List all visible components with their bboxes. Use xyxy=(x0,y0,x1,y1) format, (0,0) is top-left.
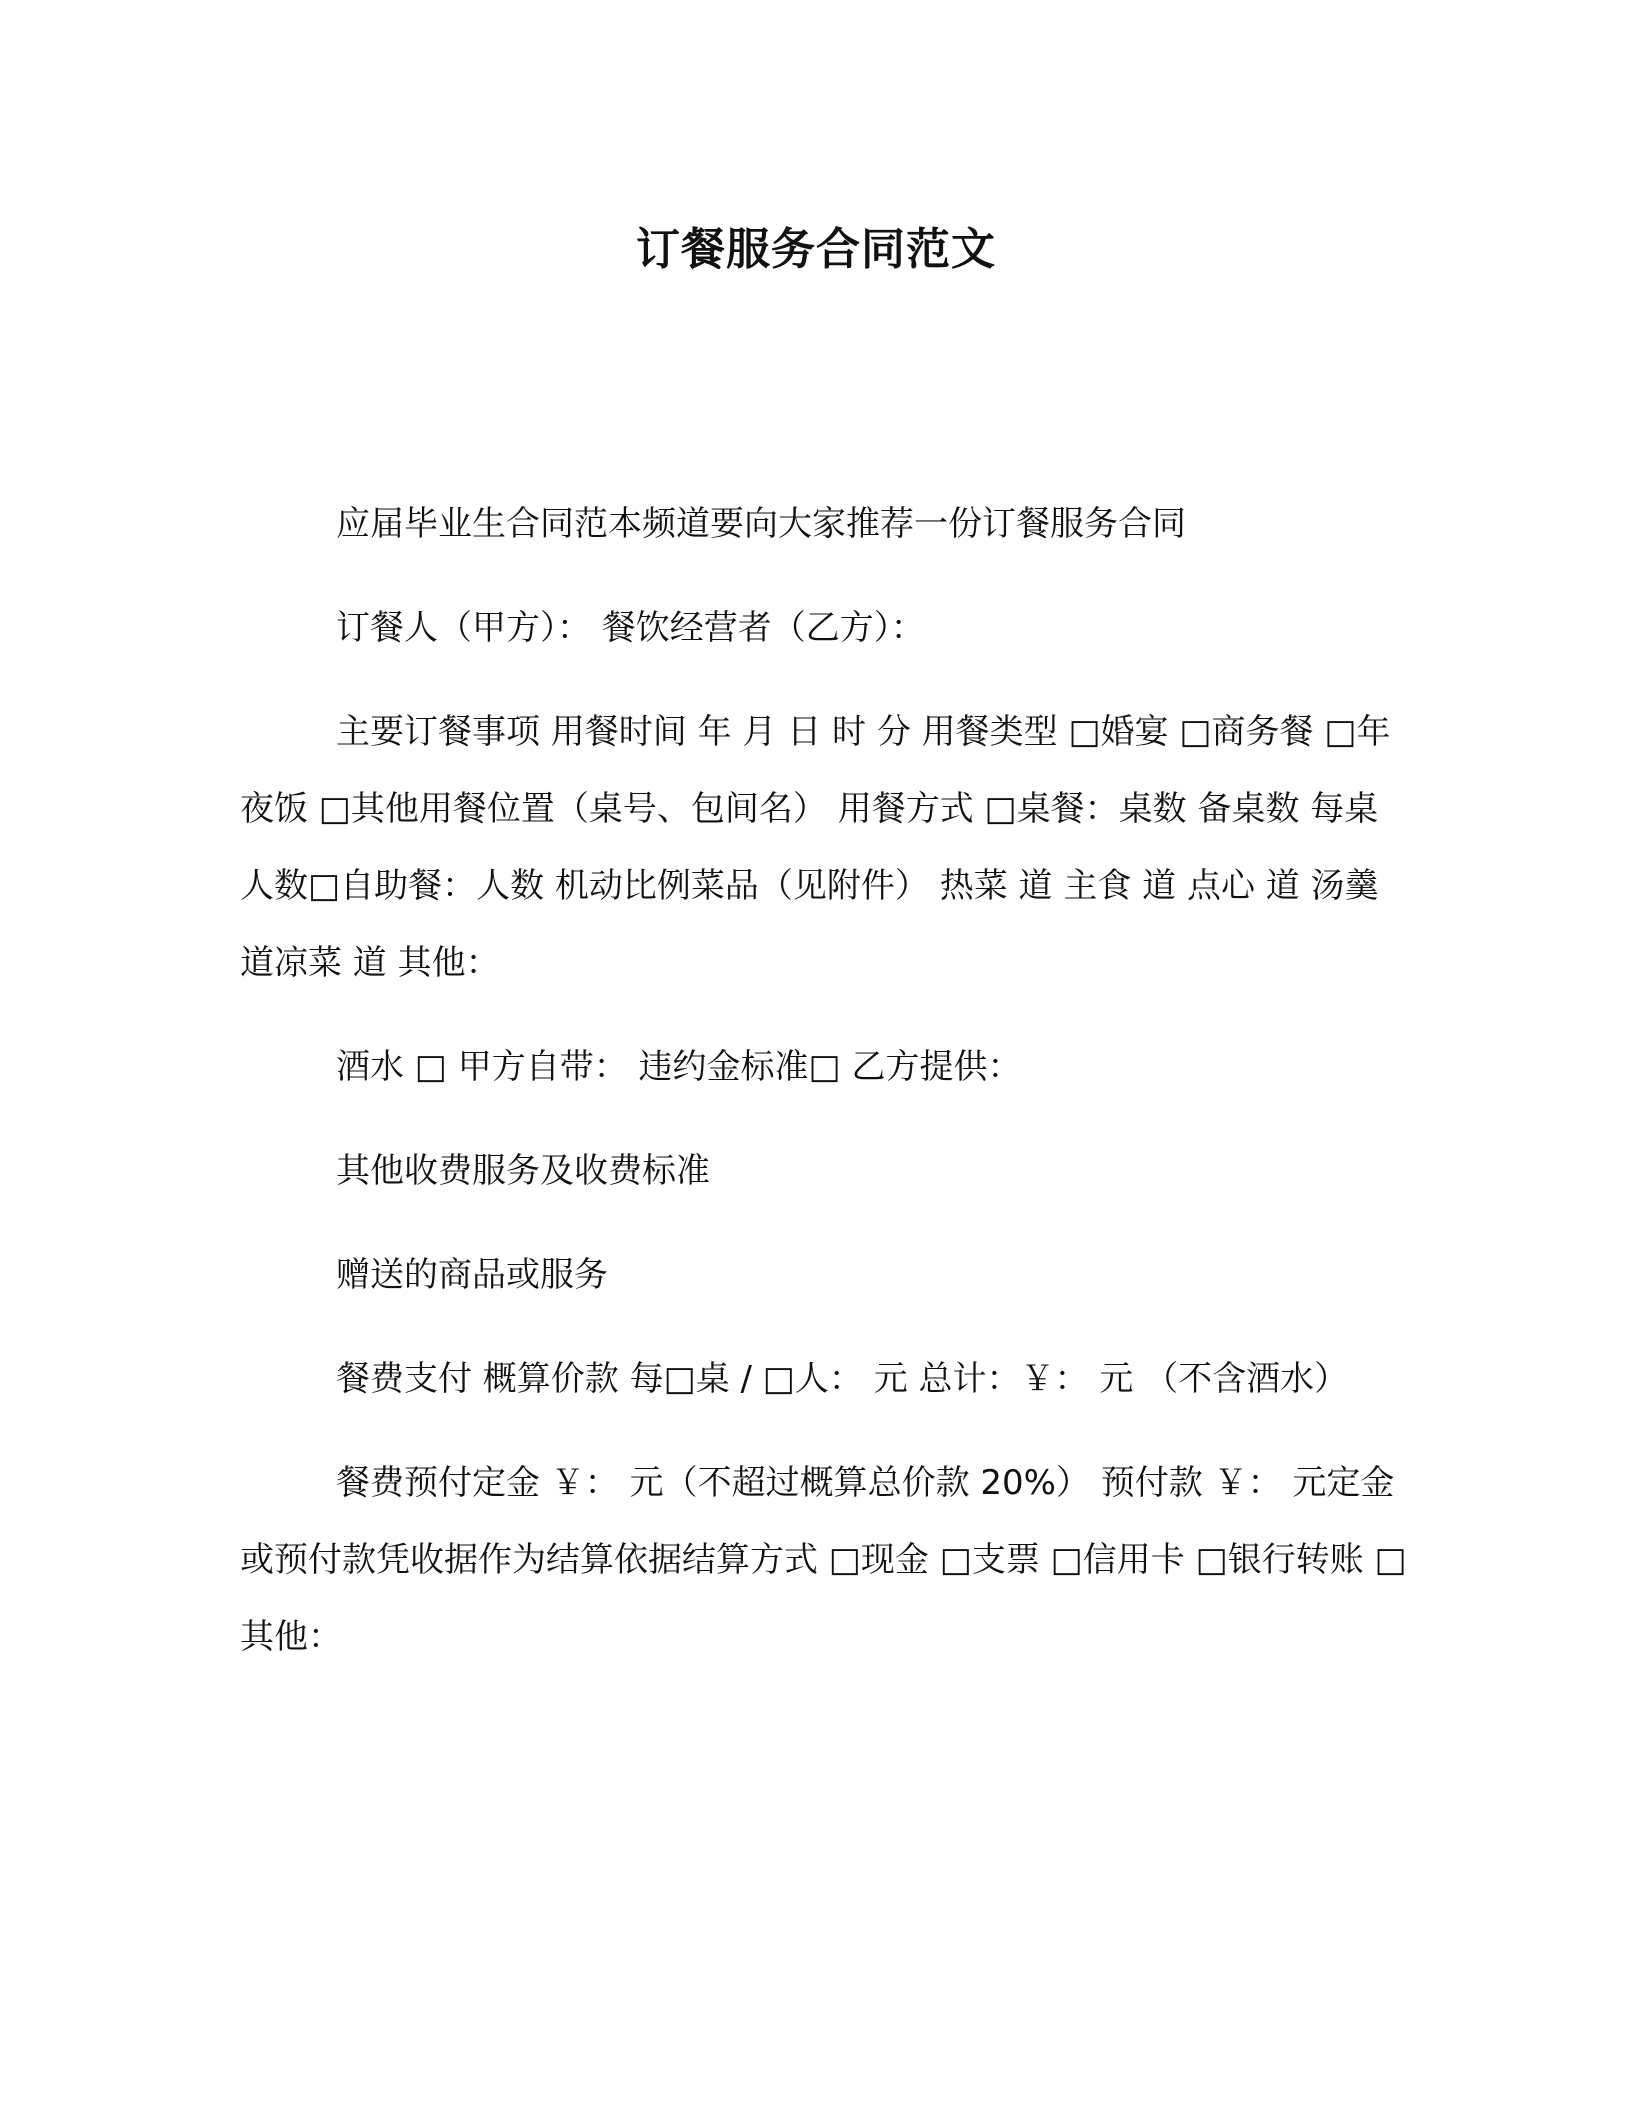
document-body xyxy=(240,486,1410,1703)
paragraph-payment: 餐费支付 概算价款 每□桌 / □人： 元 总计：￥： 元 （不含酒水） xyxy=(336,1359,1349,1399)
paragraph-intro: 应届毕业生合同范本频道要向大家推荐一份订餐服务合同 xyxy=(336,504,1186,544)
paragraph-main-items: 主要订餐事项 用餐时间 年 月 日 时 分 用餐类型 □婚宴 □商务餐 □年夜饭 □其他用餐位置（桌号、包间名） 用餐方式 □桌餐：桌数 备桌数 每桌人数□自助餐：人数 机动比例菜品（见附件） 热菜 道 主食 道 点心 道 汤羹 道凉菜 道 其他： xyxy=(240,712,1391,983)
paragraph-gifts: 赠送的商品或服务 xyxy=(336,1255,608,1295)
paragraph-other-fees: 其他收费服务及收费标准 xyxy=(336,1151,710,1191)
document-title: 订餐服务合同范文 xyxy=(636,224,996,275)
paragraph-drinks: 酒水 □ 甲方自带： 违约金标准□ 乙方提供： xyxy=(336,1047,1022,1087)
paragraph-deposit: 餐费预付定金 ￥： 元（不超过概算总价款 20%） 预付款 ￥： 元定金或预付款凭收据作为结算依据结算方式 □现金 □支票 □信用卡 □银行转账 □其他： xyxy=(240,1463,1407,1657)
paragraph-parties: 订餐人（甲方）： 餐饮经营者（乙方）： xyxy=(336,608,925,648)
